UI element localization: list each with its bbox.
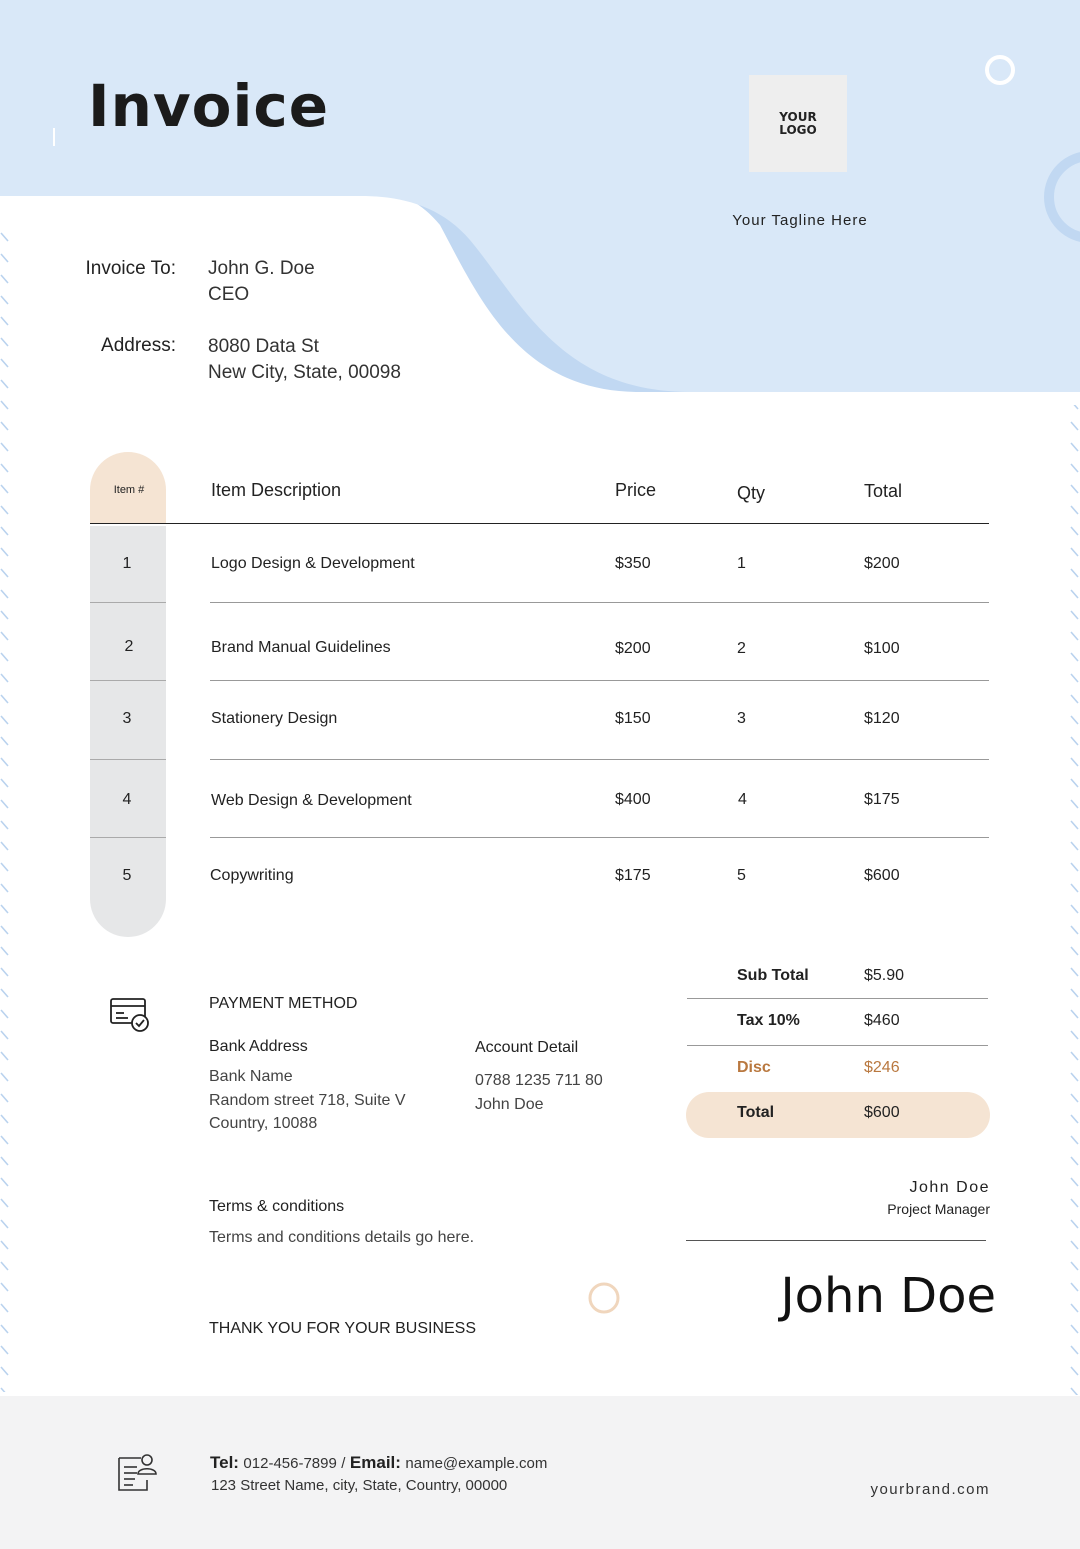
row-description: Brand Manual Guidelines xyxy=(211,639,391,656)
thank-you-message: THANK YOU FOR YOUR BUSINESS xyxy=(209,1320,477,1337)
bank-address-label: Bank Address xyxy=(209,1038,308,1055)
total-label: Total xyxy=(737,1104,775,1121)
signature: John Doe xyxy=(780,1268,996,1324)
column-header-price: Price xyxy=(615,480,657,500)
row-qty: 3 xyxy=(737,710,746,727)
logo-placeholder xyxy=(749,75,847,172)
signatory-name: John Doe xyxy=(909,1179,990,1196)
row-total: $600 xyxy=(864,867,900,884)
signatory-role: Project Manager xyxy=(887,1201,990,1217)
tel-label: Tel: xyxy=(210,1453,239,1472)
terms-text: Terms and conditions details go here. xyxy=(209,1229,475,1246)
row-rule xyxy=(210,837,989,838)
row-description: Copywriting xyxy=(210,867,294,884)
card-check-icon xyxy=(110,997,150,1033)
item-separator xyxy=(90,759,166,760)
footer-address: 123 Street Name, city, State, Country, 00000 xyxy=(211,1477,508,1494)
account-detail-label: Account Detail xyxy=(475,1039,579,1056)
contact-card-icon xyxy=(115,1452,159,1494)
website-link[interactable]: yourbrand.com xyxy=(870,1481,990,1498)
bank-country: Country, 10088 xyxy=(209,1115,318,1132)
contact-separator: / xyxy=(341,1455,346,1472)
left-dash-decoration xyxy=(0,232,10,1392)
tax-value: $460 xyxy=(864,1012,900,1029)
invoice-title: Invoice xyxy=(88,72,330,140)
terms-title: Terms & conditions xyxy=(209,1198,345,1215)
footer-contact-line xyxy=(210,1453,547,1473)
invoice-to-label: Invoice To: xyxy=(85,258,176,279)
row-number: 3 xyxy=(122,710,132,727)
row-rule xyxy=(210,759,989,760)
item-separator xyxy=(90,837,166,838)
discount-value: $246 xyxy=(864,1059,900,1076)
column-header-qty: Qty xyxy=(737,483,766,503)
row-number: 1 xyxy=(122,555,132,572)
address-label: Address: xyxy=(101,335,176,356)
circle-decoration xyxy=(590,1284,618,1312)
row-description: Stationery Design xyxy=(211,710,338,727)
column-header-description: Item Description xyxy=(211,480,342,500)
row-price: $350 xyxy=(615,555,651,572)
subtotal-label: Sub Total xyxy=(737,967,809,984)
row-total: $200 xyxy=(864,555,900,572)
discount-label: Disc xyxy=(737,1059,771,1076)
row-qty: 4 xyxy=(738,791,747,808)
row-description: Web Design & Development xyxy=(211,792,412,809)
row-total: $120 xyxy=(864,710,900,727)
client-role: CEO xyxy=(208,284,250,305)
email-address[interactable]: name@example.com xyxy=(405,1455,548,1472)
row-rule xyxy=(210,680,989,681)
row-number: 5 xyxy=(122,867,132,884)
tagline: Your Tagline Here xyxy=(732,212,868,229)
summary-rule xyxy=(687,1045,988,1046)
row-number: 4 xyxy=(122,791,132,808)
row-rule xyxy=(210,602,989,603)
column-header-item: Item # xyxy=(113,484,145,496)
bank-name: Bank Name xyxy=(209,1068,293,1085)
row-number: 2 xyxy=(124,638,134,655)
tax-label: Tax 10% xyxy=(737,1012,800,1029)
item-separator xyxy=(90,680,166,681)
email-label: Email: xyxy=(349,1453,401,1472)
row-total: $100 xyxy=(864,640,900,657)
row-qty: 5 xyxy=(737,867,746,884)
row-price: $400 xyxy=(615,791,651,808)
address-line-2: New City, State, 00098 xyxy=(208,362,401,383)
bank-street: Random street 718, Suite V xyxy=(209,1092,406,1109)
row-qty: 2 xyxy=(737,640,746,657)
table-header-rule xyxy=(90,523,989,524)
logo-text: YOUR LOGO xyxy=(779,109,817,137)
payment-method-title: PAYMENT METHOD xyxy=(209,995,358,1012)
row-price: $150 xyxy=(615,710,651,727)
row-total: $175 xyxy=(864,791,900,808)
row-qty: 1 xyxy=(737,555,746,572)
summary-rule xyxy=(687,998,988,999)
total-value: $600 xyxy=(864,1104,900,1121)
item-separator xyxy=(90,602,166,603)
client-name: John G. Doe xyxy=(208,258,315,279)
account-name: John Doe xyxy=(475,1096,544,1113)
total-highlight xyxy=(686,1092,990,1138)
row-price: $175 xyxy=(615,867,651,884)
signature-line xyxy=(686,1240,986,1241)
row-description: Logo Design & Development xyxy=(211,555,415,572)
tel-number: 012-456-7899 xyxy=(243,1455,337,1472)
column-header-total: Total xyxy=(864,481,903,501)
right-dash-decoration xyxy=(1070,405,1080,1395)
subtotal-value: $5.90 xyxy=(864,967,905,984)
row-price: $200 xyxy=(615,640,651,657)
account-number: 0788 1235 711 80 xyxy=(475,1072,603,1089)
address-line-1: 8080 Data St xyxy=(208,336,319,357)
